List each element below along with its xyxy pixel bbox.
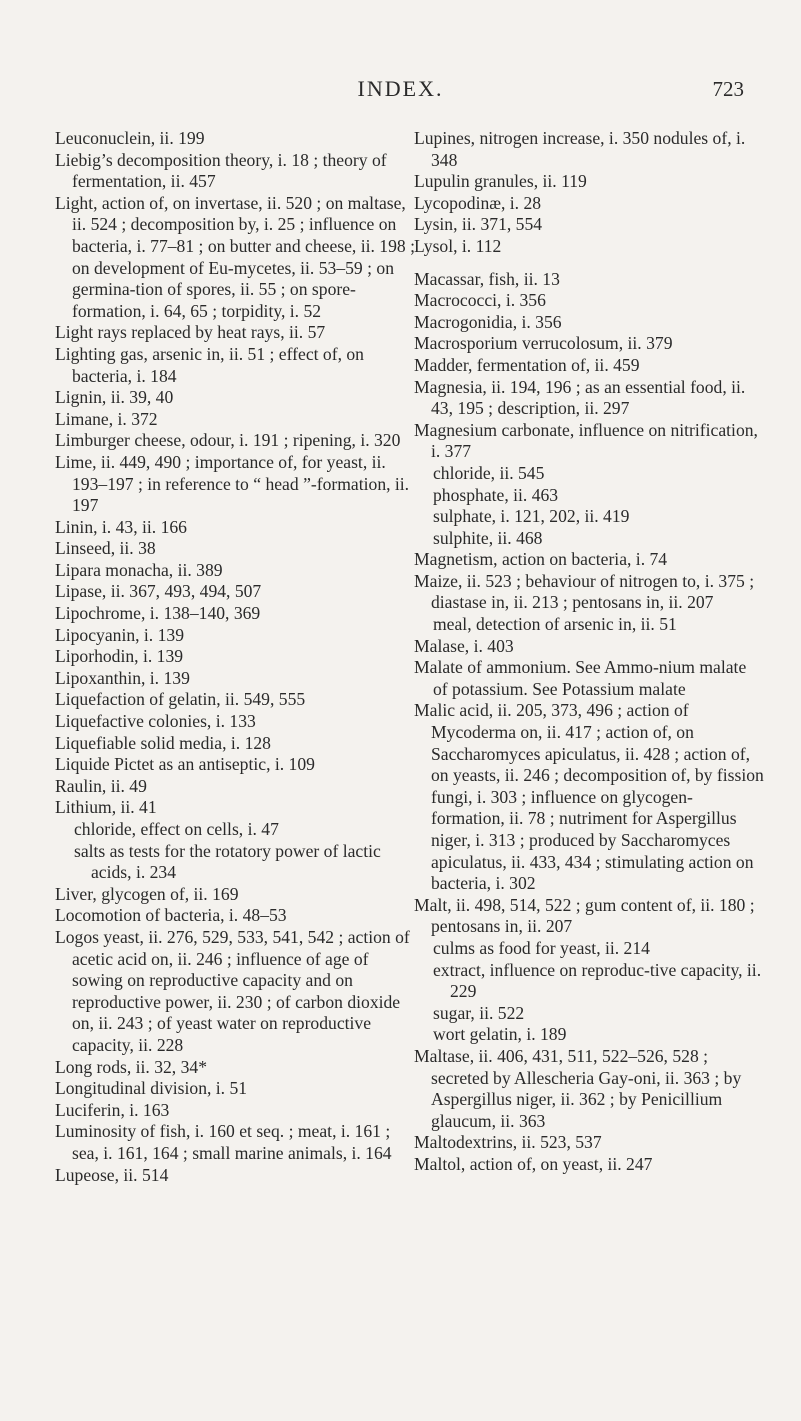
index-entry: Lipochrome, i. 138–140, 369	[55, 603, 261, 624]
index-entry: Lupulin granules, ii. 119	[414, 171, 587, 192]
index-entry: Maltase, ii. 406, 431, 511, 522–526, 528 ; secreted by Allescheria Gay-oni, ii. 363 ; by Aspergillus niger, ii. 362 ; by Penicillium glaucum, ii. 363	[414, 1045, 742, 1131]
index-entry: Liquide Pictet as an antiseptic, i. 109	[55, 754, 315, 775]
index-entry: culms as food for yeast, ii. 214	[433, 937, 650, 958]
index-column-right	[414, 128, 764, 1176]
index-entry: Long rods, ii. 32, 34*	[55, 1056, 207, 1077]
index-entry: chloride, effect on cells, i. 47	[74, 819, 279, 839]
index-entry: Liquefaction of gelatin, ii. 549, 555	[55, 689, 306, 710]
index-entry: of potassium. See Potassium malate	[433, 678, 686, 699]
index-entry: Macrococci, i. 356	[414, 290, 546, 311]
index-entry: Magnesia, ii. 194, 196 ; as an essential food, ii. 43, 195 ; description, ii. 297	[414, 376, 746, 419]
index-entry: extract, influence on reproduc-tive capacity, ii. 229	[433, 959, 762, 1002]
index-entry: Lupines, nitrogen increase, i. 350 nodules of, i. 348	[414, 128, 746, 170]
index-entry: Liquefiable solid media, i. 128	[55, 732, 271, 753]
index-entry: Lycopodinæ, i. 28	[414, 192, 542, 213]
index-column-left	[55, 128, 415, 1186]
index-entry: Liebig’s decomposition theory, i. 18 ; theory of fermentation, ii. 457	[55, 149, 387, 192]
index-entry: Lipocyanin, i. 139	[55, 624, 184, 645]
index-entry: Lupeose, ii. 514	[55, 1164, 169, 1185]
index-entry: Luciferin, i. 163	[55, 1099, 170, 1120]
index-entry: Liver, glycogen of, ii. 169	[55, 883, 239, 904]
index-entry: Macassar, fish, ii. 13	[414, 268, 560, 289]
index-entry: Maize, ii. 523 ; behaviour of nitrogen to, i. 375 ; diastase in, ii. 213 ; pentosans in, ii. 207	[414, 570, 755, 613]
index-entry: Luminosity of fish, i. 160 et seq. ; meat, i. 161 ; sea, i. 161, 164 ; small marine animals, i. 164	[55, 1121, 392, 1163]
index-entry: Malate of ammonium. See Ammo-nium malate	[414, 657, 747, 678]
index-entry: Longitudinal division, i. 51	[55, 1078, 248, 1099]
index-entry: Light rays replaced by heat rays, ii. 57	[55, 322, 326, 343]
index-entry: Logos yeast, ii. 276, 529, 533, 541, 542 ; action of acetic acid on, ii. 246 ; influence of age of sowing on reproductive capacity and on reproductive power, ii. 230 ; of carbon dioxide on, ii. 243 ; of yeast water on reproductive capacity, ii. 228	[55, 926, 410, 1055]
index-entry: meal, detection of arsenic in, ii. 51	[433, 614, 677, 635]
index-entry: sulphite, ii. 468	[433, 527, 543, 548]
page-number: 723	[712, 77, 744, 101]
index-entry: chloride, ii. 545	[433, 462, 545, 483]
index-entry: Maltol, action of, on yeast, ii. 247	[414, 1153, 653, 1174]
index-entry: Lysol, i. 112	[414, 235, 502, 256]
index-entry: Lipase, ii. 367, 493, 494, 507	[55, 581, 262, 602]
index-entry: Liquefactive colonies, i. 133	[55, 711, 256, 732]
index-entry: Locomotion of bacteria, i. 48–53	[55, 905, 287, 926]
index-entry: Lignin, ii. 39, 40	[55, 387, 174, 408]
index-entry: Limburger cheese, odour, i. 191 ; ripening, i. 320	[55, 430, 401, 451]
index-entry: Malt, ii. 498, 514, 522 ; gum content of, ii. 180 ; pentosans in, ii. 207	[414, 894, 755, 937]
index-entry: Malase, i. 403	[414, 635, 514, 656]
index-entry: Light, action of, on invertase, ii. 520 ; on maltase, ii. 524 ; decomposition by, i. 25 ; influence on bacteria, i. 77–81 ; on butter and cheese, ii. 198 ; on development of Eu-mycetes, ii. 53–59 ; on germina-tion of spores, ii. 55 ; on spore-formation, i. 64, 65 ; torpidity, i. 52	[55, 192, 415, 321]
index-entry: Lipara monacha, ii. 389	[55, 559, 223, 580]
index-entry: Leuconuclein, ii. 199	[55, 128, 205, 148]
index-entry: Magnesium carbonate, influence on nitrification, i. 377	[414, 419, 758, 462]
index-entry: wort gelatin, i. 189	[433, 1024, 567, 1045]
index-entry: Malic acid, ii. 205, 373, 496 ; action of Mycoderma on, ii. 417 ; action of, on Saccharomyces apiculatus, ii. 428 ; action of, on yeasts, ii. 246 ; decomposition of, by fission fungi, i. 303 ; influence on glycogen-formation, ii. 78 ; nutriment for Aspergillus niger, i. 313 ; produced by Saccharomyces apiculatus, ii. 433, 434 ; stimulating action on bacteria, i. 302	[414, 700, 764, 894]
index-entry: Macrosporium verrucolosum, ii. 379	[414, 333, 673, 354]
index-entry: Magnetism, action on bacteria, i. 74	[414, 549, 668, 570]
index-entry: Lime, ii. 449, 490 ; importance of, for yeast, ii. 193–197 ; in reference to “ head ”-formation, ii. 197	[55, 451, 410, 516]
index-entry: Madder, fermentation of, ii. 459	[414, 354, 640, 375]
index-entry: phosphate, ii. 463	[433, 484, 559, 505]
index-entry: Liporhodin, i. 139	[55, 646, 184, 667]
index-entry: sulphate, i. 121, 202, ii. 419	[433, 506, 630, 527]
index-entry: Raulin, ii. 49	[55, 775, 147, 796]
page-header	[0, 76, 801, 106]
index-entry: Limane, i. 372	[55, 408, 158, 429]
index-entry: Macrogonidia, i. 356	[414, 311, 562, 332]
index-entry: Linin, i. 43, ii. 166	[55, 516, 187, 537]
index-entry: Lithium, ii. 41	[55, 797, 157, 818]
index-entry: Linseed, ii. 38	[55, 538, 156, 559]
page-title: INDEX.	[357, 76, 444, 101]
index-entry: Lysin, ii. 371, 554	[414, 214, 543, 235]
index-entry: Lipoxanthin, i. 139	[55, 667, 190, 688]
index-entry: salts as tests for the rotatory power of lactic acids, i. 234	[74, 840, 381, 883]
index-entry: Lighting gas, arsenic in, ii. 51 ; effect of, on bacteria, i. 184	[55, 343, 364, 386]
index-entry: Maltodextrins, ii. 523, 537	[414, 1132, 602, 1153]
index-entry: sugar, ii. 522	[433, 1002, 525, 1023]
